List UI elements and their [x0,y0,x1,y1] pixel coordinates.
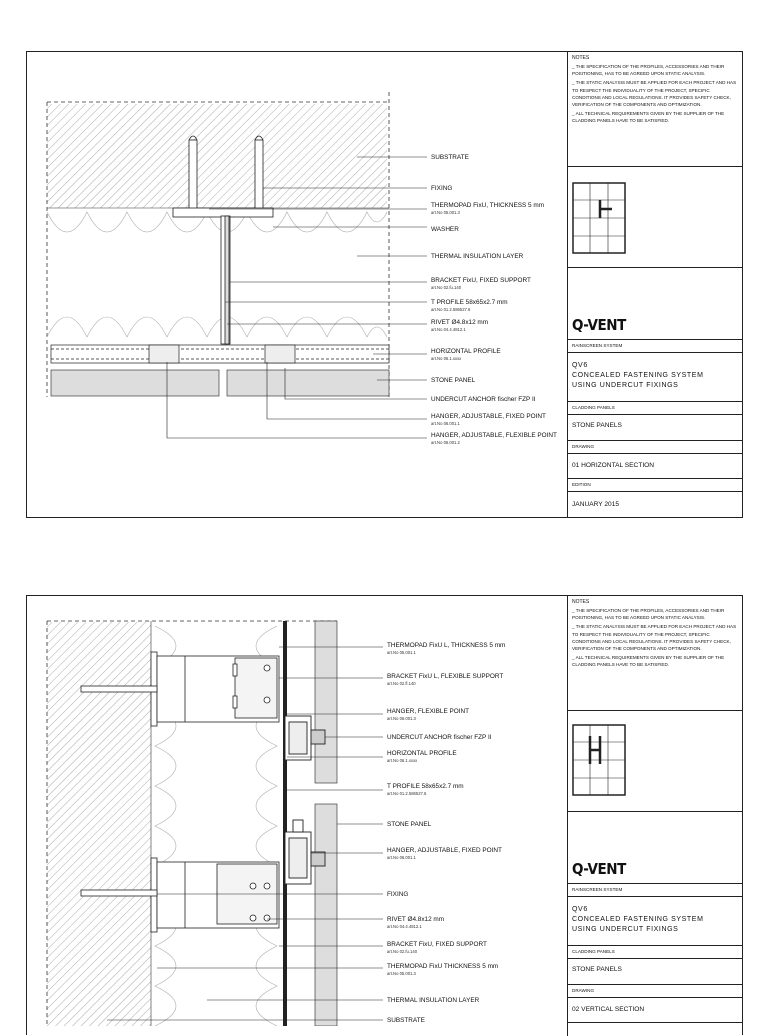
label-rivet-art: art.No 04.4.4812.1 [431,327,466,332]
t-profile-vertical [283,621,287,1026]
label-hanger-flex-art: art.No 06.001.3 [387,716,416,721]
cladding-caption: CLADDING PANELS [572,405,615,410]
substrate-hatch [47,622,151,1026]
stone-panel-lower [315,804,337,1026]
label-bracket-l-art: art.No 02.fl.140 [387,681,416,686]
label-thermopad: THERMOPAD FixU THICKNESS 5 mm [387,963,499,970]
note-1: _ THE SPECIFICATION OF THE PROFILES, ACCESSORIES AND THEIR POSITIONING, HAS TO BE AGREED UPON STATIC ANALYSIS. [572,64,725,77]
label-hanger-fixed-art: art.No 06.001.1 [387,855,416,860]
edition-value: JANUARY 2015 [572,501,620,508]
q-vent-logo: Q-VENT [572,316,626,334]
label-rivet-art: art.No 04.4.4812.1 [387,924,422,929]
title-line-1: QV6 [572,906,588,913]
label-washer: WASHER [431,226,459,233]
title-line-2: CONCEALED FASTENING SYSTEM [572,372,704,379]
q-vent-logo: Q-VENT [572,860,626,878]
title-line-3: USING UNDERCUT FIXINGS [572,926,679,933]
label-anchor: UNDERCUT ANCHOR fischer FZP II [387,734,492,741]
sheet-vertical-section [26,595,743,1035]
label-hanger-fixed: HANGER, ADJUSTABLE, FIXED POINT [431,413,546,420]
note-3: _ ALL TECHNICAL REQUIREMENTS GIVEN BY THE SUPPLIER OF THE CLADDING PANELS HAVE TO BE SATISFIED. [572,655,725,668]
edition-caption: EDITION [572,482,591,487]
sheet-horizontal-section [26,51,743,518]
label-anchor: UNDERCUT ANCHOR fischer FZP II [431,396,536,403]
system-caption: RAINSCREEN SYSTEM [572,887,623,892]
label-tprofile: T PROFILE 58x65x2.7 mm [387,783,464,790]
cladding-caption: CLADDING PANELS [572,949,615,954]
title-line-2: CONCEALED FASTENING SYSTEM [572,916,704,923]
title-line-3: USING UNDERCUT FIXINGS [572,382,679,389]
label-fixing: FIXING [387,891,409,898]
note-3: _ ALL TECHNICAL REQUIREMENTS GIVEN BY THE SUPPLIER OF THE CLADDING PANELS HAVE TO BE SATISFIED. [572,111,725,124]
label-bracket: BRACKET FixU, FIXED SUPPORT [431,277,531,284]
label-hanger-fixed-art: art.No 06.001.1 [431,421,460,426]
label-fixing: FIXING [431,185,453,192]
cladding-value: STONE PANELS [572,966,622,973]
title-block-1 [567,52,743,517]
label-horizontal-art: art.No 06.1.xxxx [387,758,418,763]
horizontal-section-drawing [27,52,567,517]
cladding-value: STONE PANELS [572,422,622,429]
drawing-caption: DRAWING [572,988,595,993]
elevation-thumbnail [572,724,626,796]
label-rivet: RIVET Ø4.8x12 mm [431,319,489,326]
notes-heading: NOTES [572,55,590,61]
drawing-caption: DRAWING [572,444,595,449]
horizontal-profile [51,345,389,363]
label-thermopad-art: art.No 05.001.3 [431,210,460,215]
system-caption: RAINSCREEN SYSTEM [572,343,623,348]
label-tprofile-art: art.No 01.2.586527.6 [431,307,471,312]
label-thermopad-l: THERMOPAD FixU L, THICKNESS 5 mm [387,642,506,649]
label-thermopad: THERMOPAD FixU, THICKNESS 5 mm [431,202,545,209]
label-hanger-flex: HANGER, ADJUSTABLE, FLEXIBLE POINT [431,432,557,439]
label-substrate: SUBSTRATE [387,1017,425,1024]
title-line-1: QV6 [572,362,588,369]
label-bracket-art: art.No 02.fu.140 [387,949,418,954]
bracket-fixed-support [173,208,273,344]
label-substrate: SUBSTRATE [431,154,469,161]
label-stone: STONE PANEL [387,821,432,828]
label-insulation: THERMAL INSULATION LAYER [431,253,524,260]
drawing-value: 01 HORIZONTAL SECTION [572,462,655,469]
substrate-hatch [47,104,387,208]
notes-heading: NOTES [572,599,590,605]
label-hanger-flex-art: art.No 06.001.2 [431,440,460,445]
label-hanger-fixed: HANGER, ADJUSTABLE, FIXED POINT [387,847,502,854]
label-bracket-l: BRACKET FixU L, FLEXIBLE SUPPORT [387,673,504,680]
label-thermopad-l-art: art.No 05.001.1 [387,650,416,655]
stone-panel-upper [315,621,337,783]
elevation-thumbnail [572,182,626,254]
label-insulation: THERMAL INSULATION LAYER [387,997,480,1004]
label-tprofile-art: art.No 01.2.586527.6 [387,791,427,796]
label-hanger-flex: HANGER, FLEXIBLE POINT [387,708,470,715]
drawing-value: 02 VERTICAL SECTION [572,1006,645,1013]
stone-panel-left [51,370,219,396]
label-thermopad-art: art.No 05.001.3 [387,971,416,976]
label-bracket-art: art.No 02.fu.140 [431,285,462,290]
insulation-pattern [47,212,387,337]
label-horizontal: HORIZONTAL PROFILE [387,750,457,757]
label-bracket: BRACKET FixU, FIXED SUPPORT [387,941,487,948]
vertical-section-drawing [27,596,567,1026]
note-2: _ THE STATIC ANALYSIS MUST BE APPLIED FOR EACH PROJECT AND HAS TO RESPECT THE INDIVIDUALITY OF THE PROJECT, SPECIFIC CONDITIONS AND LOCAL REGULATIONS. IT PROVIDES SAFETY CHECK, VERIFICATION OF THE COMPONENTS AND OPTIMIZATION. [572,80,737,108]
stone-panel-right [227,370,389,396]
label-horizontal: HORIZONTAL PROFILE [431,348,501,355]
label-tprofile: T PROFILE 58x65x2.7 mm [431,299,508,306]
note-2: _ THE STATIC ANALYSIS MUST BE APPLIED FOR EACH PROJECT AND HAS TO RESPECT THE INDIVIDUALITY OF THE PROJECT, SPECIFIC CONDITIONS AND LOCAL REGULATIONS. IT PROVIDES SAFETY CHECK, VERIFICATION OF THE COMPONENTS AND OPTIMIZATION. [572,624,737,652]
title-block-2 [567,596,743,1036]
label-horizontal-art: art.No 06.1.xxxx [431,356,462,361]
note-1: _ THE SPECIFICATION OF THE PROFILES, ACCESSORIES AND THEIR POSITIONING, HAS TO BE AGREED UPON STATIC ANALYSIS. [572,608,725,621]
label-rivet: RIVET Ø4.8x12 mm [387,916,445,923]
label-stone: STONE PANEL [431,377,476,384]
